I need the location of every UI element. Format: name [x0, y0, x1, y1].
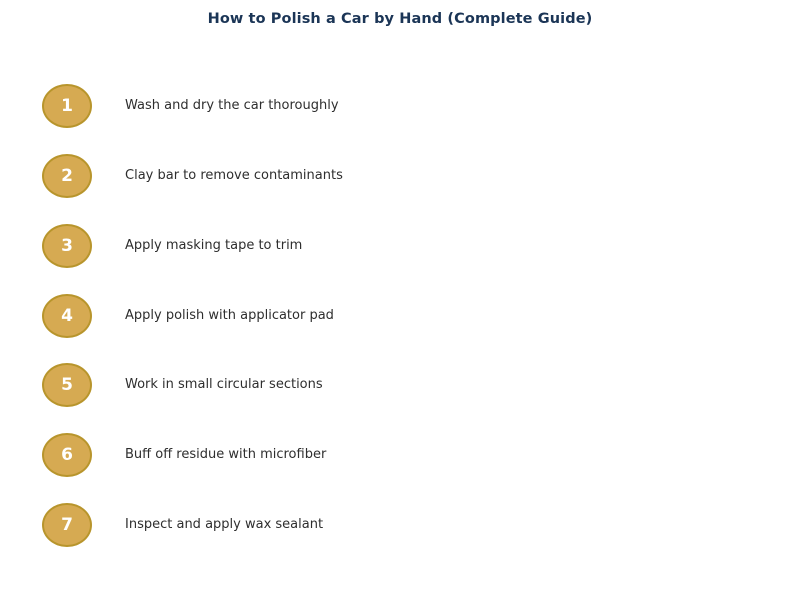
step-number-badge: 7	[42, 503, 92, 547]
page-title: How to Polish a Car by Hand (Complete Guide)	[207, 11, 593, 27]
step-label: Wash and dry the car thoroughly	[125, 98, 339, 113]
step-number-badge: 1	[42, 84, 92, 128]
step-label: Work in small circular sections	[125, 377, 323, 392]
step-item	[42, 294, 742, 338]
step-label: Inspect and apply wax sealant	[125, 517, 324, 532]
step-number-badge: 2	[42, 154, 92, 198]
step-number-badge: 4	[42, 294, 92, 338]
step-number-badge: 3	[42, 224, 92, 268]
step-label: Clay bar to remove contaminants	[125, 168, 343, 183]
step-label: Buff off residue with microfiber	[125, 447, 327, 462]
step-number-badge: 6	[42, 433, 92, 477]
step-item	[42, 154, 742, 198]
step-item	[42, 224, 742, 268]
step-label: Apply masking tape to trim	[125, 238, 303, 253]
step-item	[42, 503, 742, 547]
step-number-badge: 5	[42, 363, 92, 407]
step-item	[42, 84, 742, 128]
step-item	[42, 433, 742, 477]
step-label: Apply polish with applicator pad	[125, 308, 334, 323]
step-item	[42, 363, 742, 407]
